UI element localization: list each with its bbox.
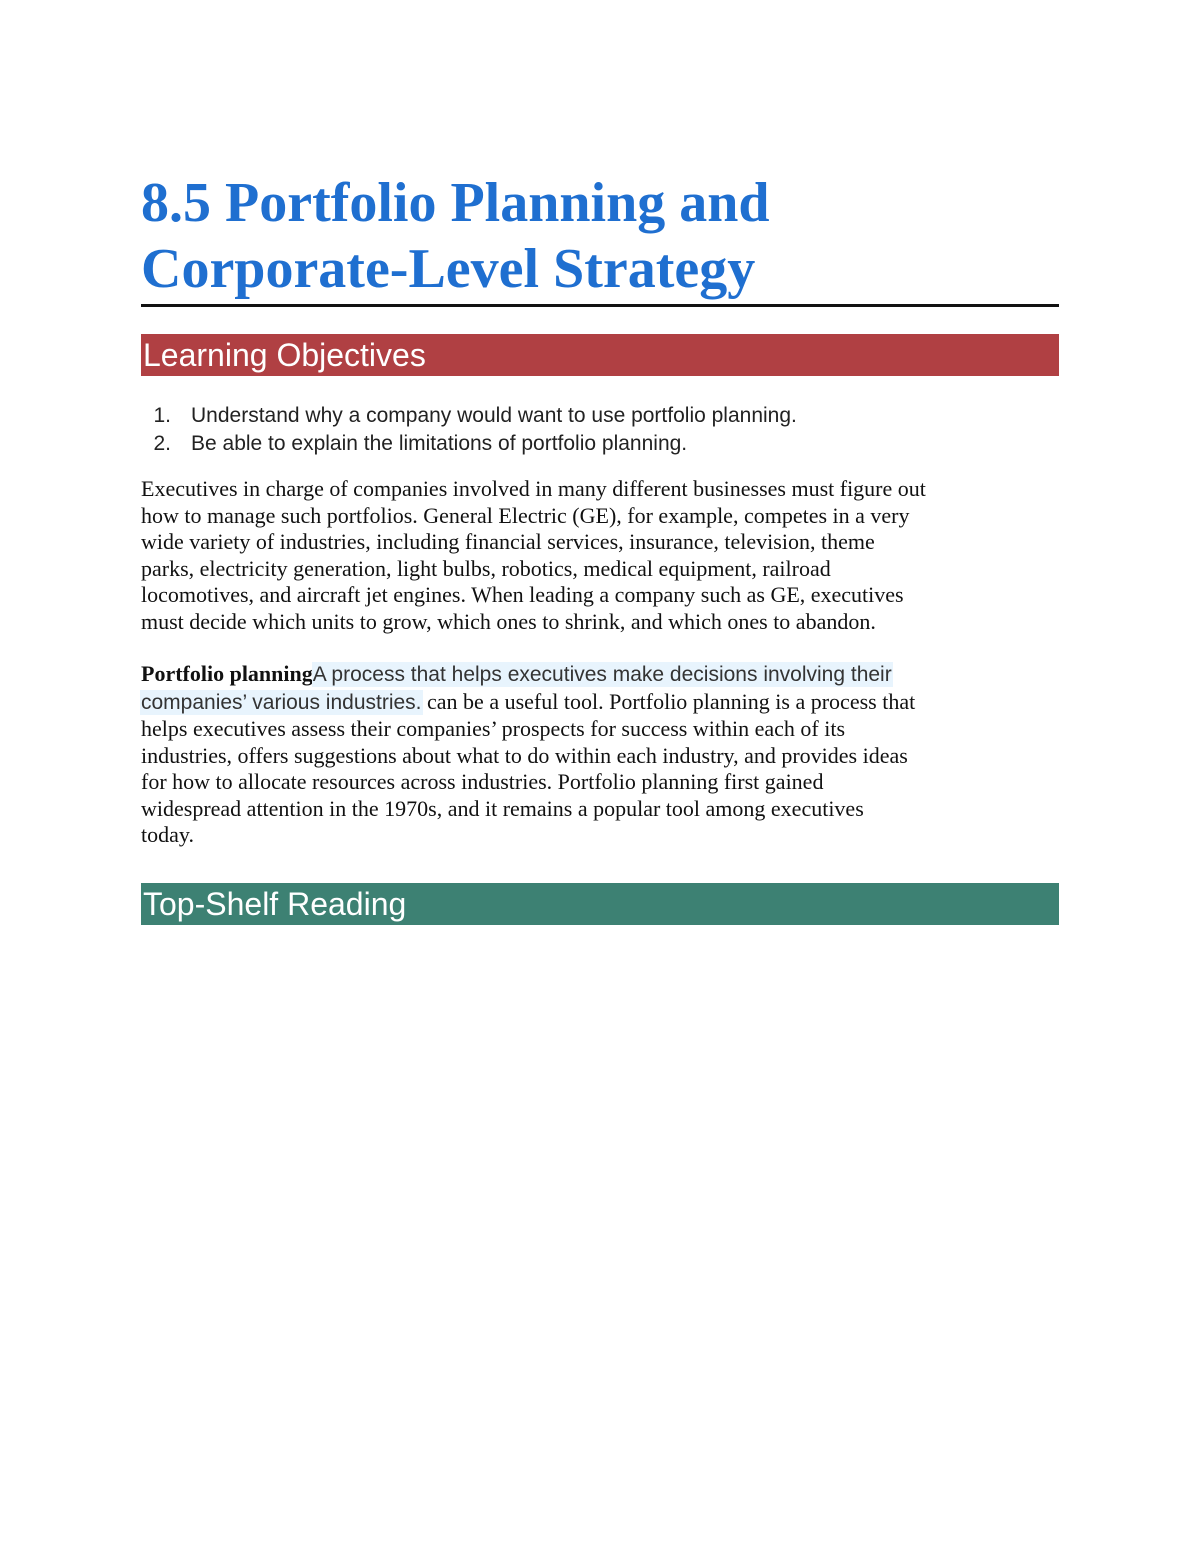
term-definition-line-1: A process that helps executives make decisions involving their <box>312 663 892 686</box>
paragraph-line: how to manage such portfolios. General Electric (GE), for example, competes in a very <box>141 502 910 528</box>
learning-objectives-list <box>141 402 1059 458</box>
page-title-line-1: 8.5 Portfolio Planning and <box>141 172 770 234</box>
paragraph-line <box>141 689 1059 717</box>
portfolio-planning-paragraph <box>141 661 1059 849</box>
top-shelf-reading-heading: Top-Shelf Reading <box>141 883 1059 925</box>
list-item-text: Understand why a company would want to use portfolio planning. <box>191 404 797 427</box>
document-content <box>141 170 1059 925</box>
paragraph-line: helps executives assess their companies’ prospects for success within each of its <box>141 716 845 741</box>
paragraph-line: locomotives, and aircraft jet engines. When leading a company such as GE, executives <box>141 582 904 607</box>
paragraph-line: today. <box>141 822 194 847</box>
learning-objectives-heading: Learning Objectives <box>141 334 1059 376</box>
page-title <box>141 170 1059 307</box>
intro-paragraph <box>141 476 1059 635</box>
paragraph-line: industries, offers suggestions about what to do within each industry, and provides ideas <box>141 742 908 768</box>
paragraph-line: widespread attention in the 1970s, and it remains a popular tool among executives <box>141 795 864 821</box>
paragraph-line: must decide which units to grow, which ones to shrink, and which ones to abandon. <box>141 608 876 634</box>
paragraph-line <box>141 661 1059 689</box>
glossary-term[interactable]: Portfolio planning <box>141 661 313 686</box>
list-item-text: Be able to explain the limitations of portfolio planning. <box>191 432 688 455</box>
paragraph-text: can be a useful tool. Portfolio planning is a process that <box>421 688 916 714</box>
list-item-number: 2. <box>153 432 171 455</box>
paragraph-line: Executives in charge of companies involved in many different businesses must figure out <box>141 476 926 501</box>
list-item <box>141 402 1059 430</box>
term-definition-line-2: companies’ various industries. <box>141 690 422 714</box>
paragraph-line: wide variety of industries, including financial services, insurance, television, theme <box>141 529 875 554</box>
list-item <box>141 430 1059 458</box>
page-title-line-2: Corporate-Level Strategy <box>141 238 756 300</box>
paragraph-line: parks, electricity generation, light bulbs, robotics, medical equipment, railroad <box>141 555 831 581</box>
paragraph-line: for how to allocate resources across industries. Portfolio planning first gained <box>141 769 824 794</box>
list-item-number: 1. <box>153 404 171 427</box>
